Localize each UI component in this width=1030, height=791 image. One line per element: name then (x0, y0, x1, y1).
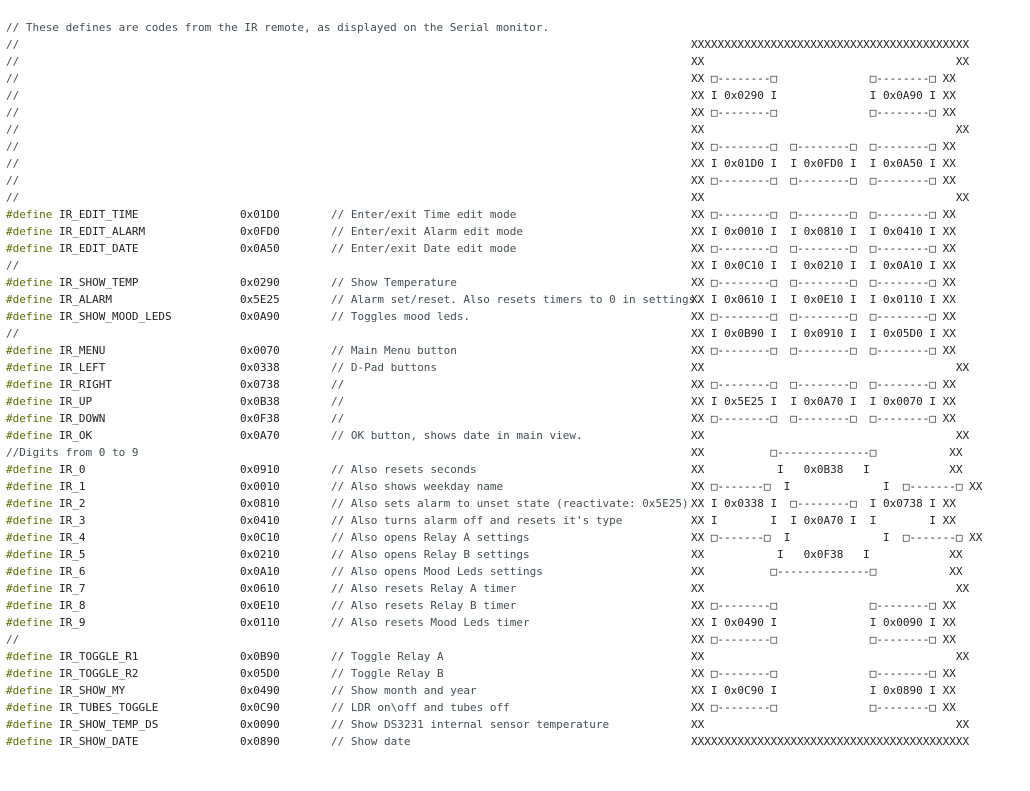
define-keyword: #define (6, 242, 53, 255)
remote-art-line: XX I 0x0338 I □--------□ I 0x0738 I XX (691, 497, 956, 510)
comment-line (6, 104, 702, 121)
define-keyword: #define (6, 531, 53, 544)
remote-art-line: XXXXXXXXXXXXXXXXXXXXXXXXXXXXXXXXXXXXXXXXXX (691, 38, 970, 51)
define-line (6, 597, 702, 614)
define-comment: // LDR on\off and tubes off (330, 701, 510, 714)
define-comment: // Also resets Mood Leds timer (330, 616, 530, 629)
remote-art-line: XX □--------□ □--------□ XX (691, 667, 956, 680)
define-comment: // Enter/exit Date edit mode (330, 242, 517, 255)
define-line (6, 512, 702, 529)
define-name: IR_TUBES_TOGGLE (58, 701, 159, 714)
define-value: 0x0E10 (239, 599, 280, 612)
define-line (6, 699, 702, 716)
remote-art-line: XX XX (691, 361, 970, 374)
define-name: IR_1 (58, 480, 86, 493)
remote-art-line: XX XX (691, 582, 970, 595)
define-comment: // Enter/exit Alarm edit mode (330, 225, 524, 238)
define-value: 0x0A90 (239, 310, 280, 323)
define-keyword: #define (6, 412, 53, 425)
define-line (6, 495, 702, 512)
remote-art-line: XX XX (691, 123, 970, 136)
define-comment: // Also resets Relay A timer (330, 582, 517, 595)
comment-text: // (6, 140, 20, 153)
define-name: IR_ALARM (58, 293, 112, 306)
define-comment: // Also opens Mood Leds settings (330, 565, 543, 578)
define-line (6, 342, 702, 359)
define-keyword: #define (6, 225, 53, 238)
define-keyword: #define (6, 684, 53, 697)
define-value: 0x0F38 (239, 412, 280, 425)
define-value: 0x0B38 (239, 395, 280, 408)
comment-text: // (6, 633, 20, 646)
define-line (6, 580, 702, 597)
remote-art-line: XX I 0x0C90 I I 0x0890 I XX (691, 684, 956, 697)
define-value: 0x0738 (239, 378, 280, 391)
define-comment: // Show Temperature (330, 276, 457, 289)
comment-line (6, 121, 702, 138)
define-line (6, 274, 702, 291)
comment-line (6, 444, 702, 461)
comment-line (6, 36, 702, 53)
define-name: IR_TOGGLE_R1 (58, 650, 139, 663)
define-name: IR_SHOW_TEMP_DS (58, 718, 159, 731)
comment-text: // (6, 55, 20, 68)
define-keyword: #define (6, 463, 53, 476)
define-line (6, 648, 702, 665)
remote-art-line: XX □--------□ □--------□ XX (691, 633, 956, 646)
define-value: 0x0210 (239, 548, 280, 561)
remote-art-line: XX I 0x0B38 I XX (691, 463, 963, 476)
remote-art-line: XX □--------□ □--------□ XX (691, 599, 956, 612)
define-line (6, 461, 702, 478)
remote-art-line: XX □--------□ □--------□ □--------□ XX (691, 242, 956, 255)
define-comment: // OK button, shows date in main view. (330, 429, 583, 442)
remote-art-line: XX I 0x01D0 I I 0x0FD0 I I 0x0A50 I XX (691, 157, 956, 170)
define-comment: // (330, 378, 345, 391)
define-name: IR_LEFT (58, 361, 106, 374)
define-value: 0x05D0 (239, 667, 280, 680)
define-line (6, 410, 702, 427)
define-keyword: #define (6, 429, 53, 442)
define-comment: // (330, 395, 345, 408)
remote-art-line: XX I 0x0290 I I 0x0A90 I XX (691, 89, 956, 102)
comment-line (6, 189, 702, 206)
define-comment: // Toggle Relay A (330, 650, 444, 663)
define-comment: // Alarm set/reset. Also resets timers to 0 in settings. (330, 293, 702, 306)
define-line (6, 427, 702, 444)
define-name: IR_OK (58, 429, 93, 442)
comment-line (6, 87, 702, 104)
define-line (6, 206, 702, 223)
define-value: 0x0C90 (239, 701, 280, 714)
define-line (6, 733, 702, 750)
remote-art-line: XX □--------□ □--------□ □--------□ XX (691, 208, 956, 221)
remote-art-line: XX □-------□ I I □-------□ XX (691, 480, 983, 493)
remote-art-line: XX □--------□ □--------□ □--------□ XX (691, 276, 956, 289)
define-line (6, 393, 702, 410)
remote-art-line: XX XX (691, 650, 970, 663)
define-value: 0x0A10 (239, 565, 280, 578)
remote-art-line: XX I 0x0010 I I 0x0810 I I 0x0410 I XX (691, 225, 956, 238)
define-line (6, 563, 702, 580)
remote-art-line: XX I 0x0490 I I 0x0090 I XX (691, 616, 956, 629)
define-value: 0x0610 (239, 582, 280, 595)
define-keyword: #define (6, 565, 53, 578)
define-name: IR_TOGGLE_R2 (58, 667, 139, 680)
define-value: 0x0A70 (239, 429, 280, 442)
remote-art-line: XX □--------□ □--------□ XX (691, 106, 956, 119)
remote-ascii-diagram (691, 36, 982, 750)
code-listing (6, 19, 702, 750)
define-name: IR_0 (58, 463, 86, 476)
define-value: 0x0FD0 (239, 225, 280, 238)
define-name: IR_9 (58, 616, 86, 629)
define-comment: // Also turns alarm off and resets it's type (330, 514, 623, 527)
remote-art-line: XX I I I 0x0A70 I I I XX (691, 514, 956, 527)
define-value: 0x0090 (239, 718, 280, 731)
define-comment: // Also resets seconds (330, 463, 477, 476)
comment-text: // (6, 38, 20, 51)
define-keyword: #define (6, 208, 53, 221)
define-value: 0x0338 (239, 361, 280, 374)
comment-text: // (6, 157, 20, 170)
remote-art-line: XX □--------□ □--------□ XX (691, 701, 956, 714)
define-value: 0x0B90 (239, 650, 280, 663)
define-name: IR_DOWN (58, 412, 106, 425)
define-comment: // Toggle Relay B (330, 667, 444, 680)
define-name: IR_4 (58, 531, 86, 544)
define-keyword: #define (6, 310, 53, 323)
define-keyword: #define (6, 514, 53, 527)
define-value: 0x0410 (239, 514, 280, 527)
define-keyword: #define (6, 599, 53, 612)
define-comment: // D-Pad buttons (330, 361, 437, 374)
define-keyword: #define (6, 650, 53, 663)
comment-line (6, 19, 702, 36)
define-keyword: #define (6, 344, 53, 357)
define-keyword: #define (6, 582, 53, 595)
remote-art-line: XX □--------------□ XX (691, 565, 963, 578)
define-line (6, 682, 702, 699)
define-value: 0x0010 (239, 480, 280, 493)
define-name: IR_SHOW_MOOD_LEDS (58, 310, 172, 323)
comment-line (6, 631, 702, 648)
comment-text: // (6, 72, 20, 85)
define-keyword: #define (6, 293, 53, 306)
define-comment: // Show date (330, 735, 411, 748)
define-comment: // Also opens Relay B settings (330, 548, 530, 561)
remote-art-line: XX □--------□ □--------□ □--------□ XX (691, 140, 956, 153)
define-line (6, 529, 702, 546)
define-line (6, 478, 702, 495)
define-line (6, 614, 702, 631)
remote-art-line: XX I 0x0C10 I I 0x0210 I I 0x0A10 I XX (691, 259, 956, 272)
comment-text: // (6, 89, 20, 102)
comment-line (6, 257, 702, 274)
define-name: IR_3 (58, 514, 86, 527)
define-line (6, 716, 702, 733)
comment-text: // (6, 259, 20, 272)
define-line (6, 359, 702, 376)
remote-art-line: XX □-------□ I I □-------□ XX (691, 531, 983, 544)
define-value: 0x0890 (239, 735, 280, 748)
define-value: 0x0810 (239, 497, 280, 510)
define-value: 0x01D0 (239, 208, 280, 221)
define-keyword: #define (6, 276, 53, 289)
define-line (6, 223, 702, 240)
define-name: IR_UP (58, 395, 93, 408)
remote-art-line: XX XX (691, 429, 970, 442)
define-name: IR_SHOW_DATE (58, 735, 139, 748)
define-comment: // Show DS3231 internal sensor temperature (330, 718, 610, 731)
remote-art-line: XX □--------□ □--------□ □--------□ XX (691, 174, 956, 187)
define-keyword: #define (6, 395, 53, 408)
define-value: 0x0110 (239, 616, 280, 629)
define-name: IR_7 (58, 582, 86, 595)
define-value: 0x0070 (239, 344, 280, 357)
comment-text: // (6, 191, 20, 204)
remote-art-line: XX XX (691, 191, 970, 204)
define-keyword: #define (6, 718, 53, 731)
remote-art-line: XX I 0x0F38 I XX (691, 548, 963, 561)
define-comment: // Main Menu button (330, 344, 457, 357)
define-name: IR_EDIT_TIME (58, 208, 139, 221)
remote-art-line: XX □--------□ □--------□ XX (691, 72, 956, 85)
define-keyword: #define (6, 378, 53, 391)
define-keyword: #define (6, 480, 53, 493)
define-value: 0x0490 (239, 684, 280, 697)
define-value: 0x0C10 (239, 531, 280, 544)
define-value: 0x5E25 (239, 293, 280, 306)
define-comment: // Also resets Relay B timer (330, 599, 517, 612)
remote-art-line: XX I 0x0610 I I 0x0E10 I I 0x0110 I XX (691, 293, 956, 306)
remote-art-line: XXXXXXXXXXXXXXXXXXXXXXXXXXXXXXXXXXXXXXXXXX (691, 735, 970, 748)
define-line (6, 665, 702, 682)
define-line (6, 291, 702, 308)
define-comment: // (330, 412, 345, 425)
define-line (6, 376, 702, 393)
define-name: IR_RIGHT (58, 378, 112, 391)
define-name: IR_5 (58, 548, 86, 561)
remote-art-line: XX I 0x5E25 I I 0x0A70 I I 0x0070 I XX (691, 395, 956, 408)
define-name: IR_EDIT_ALARM (58, 225, 146, 238)
remote-art-line: XX I 0x0B90 I I 0x0910 I I 0x05D0 I XX (691, 327, 956, 340)
define-keyword: #define (6, 735, 53, 748)
comment-line (6, 155, 702, 172)
define-name: IR_MENU (58, 344, 106, 357)
define-keyword: #define (6, 701, 53, 714)
remote-art-line: XX □--------------□ XX (691, 446, 963, 459)
comment-line (6, 53, 702, 70)
define-comment: // Also shows weekday name (330, 480, 504, 493)
define-name: IR_SHOW_TEMP (58, 276, 139, 289)
comment-line (6, 70, 702, 87)
define-value: 0x0290 (239, 276, 280, 289)
comment-text: // (6, 174, 20, 187)
define-keyword: #define (6, 497, 53, 510)
define-value: 0x0A50 (239, 242, 280, 255)
define-comment: // Toggles mood leds. (330, 310, 471, 323)
define-keyword: #define (6, 548, 53, 561)
remote-art-line: XX XX (691, 55, 970, 68)
remote-art-line: XX XX (691, 718, 970, 731)
comment-text: // These defines are codes from the IR remote, as displayed on the Serial monitor. (6, 21, 550, 34)
comment-line (6, 325, 702, 342)
define-name: IR_2 (58, 497, 86, 510)
remote-art-line: XX □--------□ □--------□ □--------□ XX (691, 378, 956, 391)
comment-line (6, 172, 702, 189)
remote-art-line: XX □--------□ □--------□ □--------□ XX (691, 412, 956, 425)
define-name: IR_8 (58, 599, 86, 612)
define-name: IR_SHOW_MY (58, 684, 126, 697)
comment-text: // (6, 327, 20, 340)
define-comment: // Show month and year (330, 684, 477, 697)
define-keyword: #define (6, 616, 53, 629)
define-comment: // Also opens Relay A settings (330, 531, 530, 544)
define-name: IR_6 (58, 565, 86, 578)
define-comment: // Also sets alarm to unset state (reactivate: 0x5E25) (330, 497, 689, 510)
define-value: 0x0910 (239, 463, 280, 476)
comment-line (6, 138, 702, 155)
comment-text: // (6, 123, 20, 136)
define-keyword: #define (6, 667, 53, 680)
define-line (6, 240, 702, 257)
comment-text: // (6, 106, 20, 119)
define-line (6, 308, 702, 325)
define-keyword: #define (6, 361, 53, 374)
define-comment: // Enter/exit Time edit mode (330, 208, 517, 221)
remote-art-line: XX □--------□ □--------□ □--------□ XX (691, 344, 956, 357)
define-name: IR_EDIT_DATE (58, 242, 139, 255)
comment-text: //Digits from 0 to 9 (6, 446, 139, 459)
remote-art-line: XX □--------□ □--------□ □--------□ XX (691, 310, 956, 323)
define-line (6, 546, 702, 563)
